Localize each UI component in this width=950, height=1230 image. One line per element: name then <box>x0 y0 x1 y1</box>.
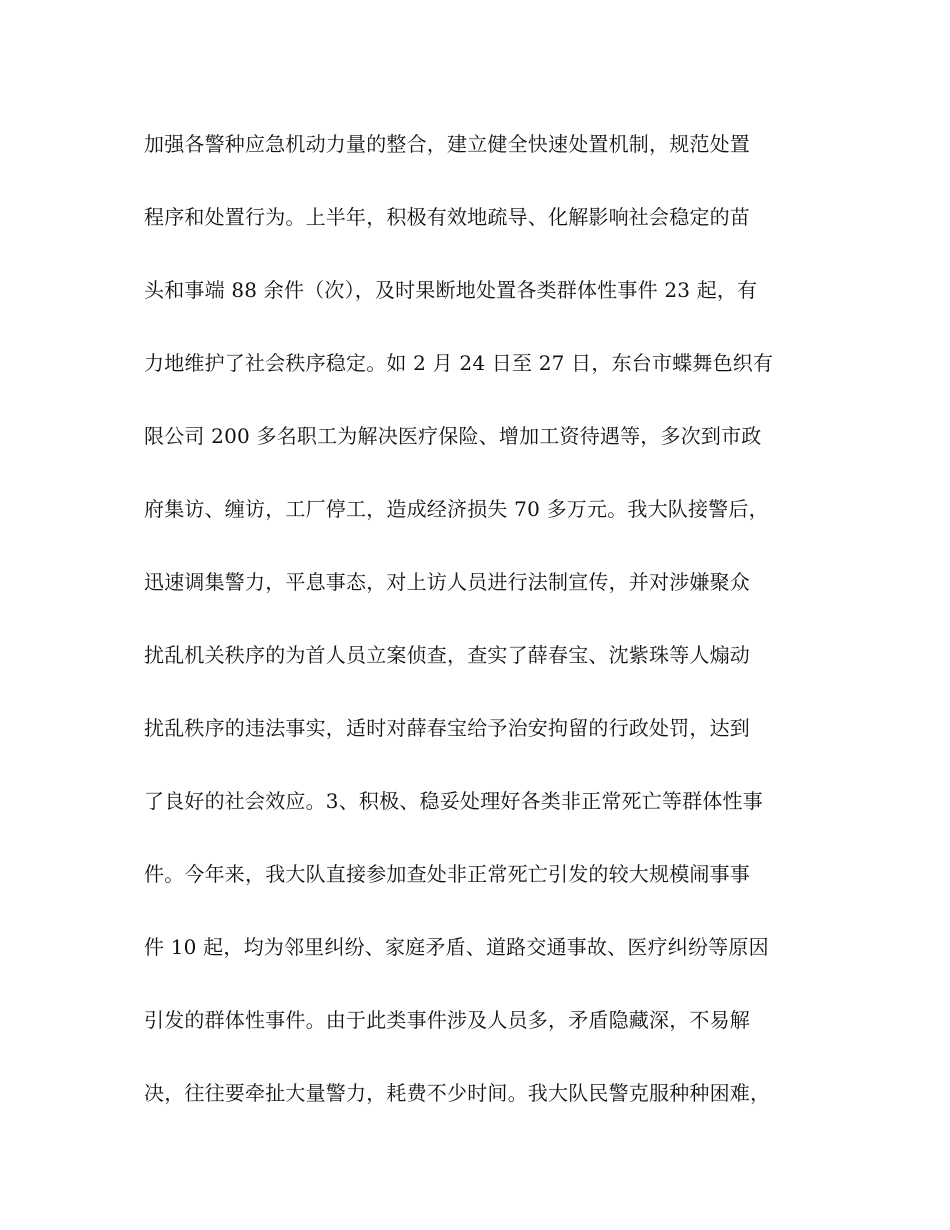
text-line-6: 府集访、缠访，工厂停工，造成经济损失 70 多万元。我大队接警后， <box>144 497 769 521</box>
text-line-9: 扰乱秩序的违法事实，适时对薛春宝给予治安拘留的行政处罚，达到 <box>144 716 750 740</box>
text-line-14: 决，往往要牵扯大量警力，耗费不少时间。我大队民警克服种种困难， <box>144 1081 771 1105</box>
body-text <box>144 127 824 1149</box>
text-line-2: 程序和处置行为。上半年，积极有效地疏导、化解影响社会稳定的苗 <box>144 205 750 229</box>
text-line-3: 头和事端 88 余件（次），及时果断地处置各类群体性事件 23 起，有 <box>144 278 758 302</box>
text-line-8: 扰乱机关秩序的为首人员立案侦查，查实了薛春宝、沈紫珠等人煽动 <box>144 643 750 667</box>
text-line-11: 件。今年来，我大队直接参加查处非正常死亡引发的较大规模闹事事 <box>144 862 750 886</box>
text-line-12: 件 10 起，均为邻里纠纷、家庭矛盾、道路交通事故、医疗纠纷等原因 <box>144 935 769 959</box>
text-line-1: 加强各警种应急机动力量的整合，建立健全快速处置机制，规范处置 <box>144 132 750 156</box>
text-line-4: 力地维护了社会秩序稳定。如 2 月 24 日至 27 日，东台市蝶舞色织有 <box>144 351 774 375</box>
text-line-10: 了良好的社会效应。3、积极、稳妥处理好各类非正常死亡等群体性事 <box>144 789 763 813</box>
text-line-5: 限公司 200 多名职工为解决医疗保险、增加工资待遇等，多次到市政 <box>144 424 762 448</box>
text-line-7: 迅速调集警力，平息事态，对上访人员进行法制宣传，并对涉嫌聚众 <box>144 570 750 594</box>
text-line-13: 引发的群体性事件。由于此类事件涉及人员多，矛盾隐藏深，不易解 <box>144 1008 750 1032</box>
